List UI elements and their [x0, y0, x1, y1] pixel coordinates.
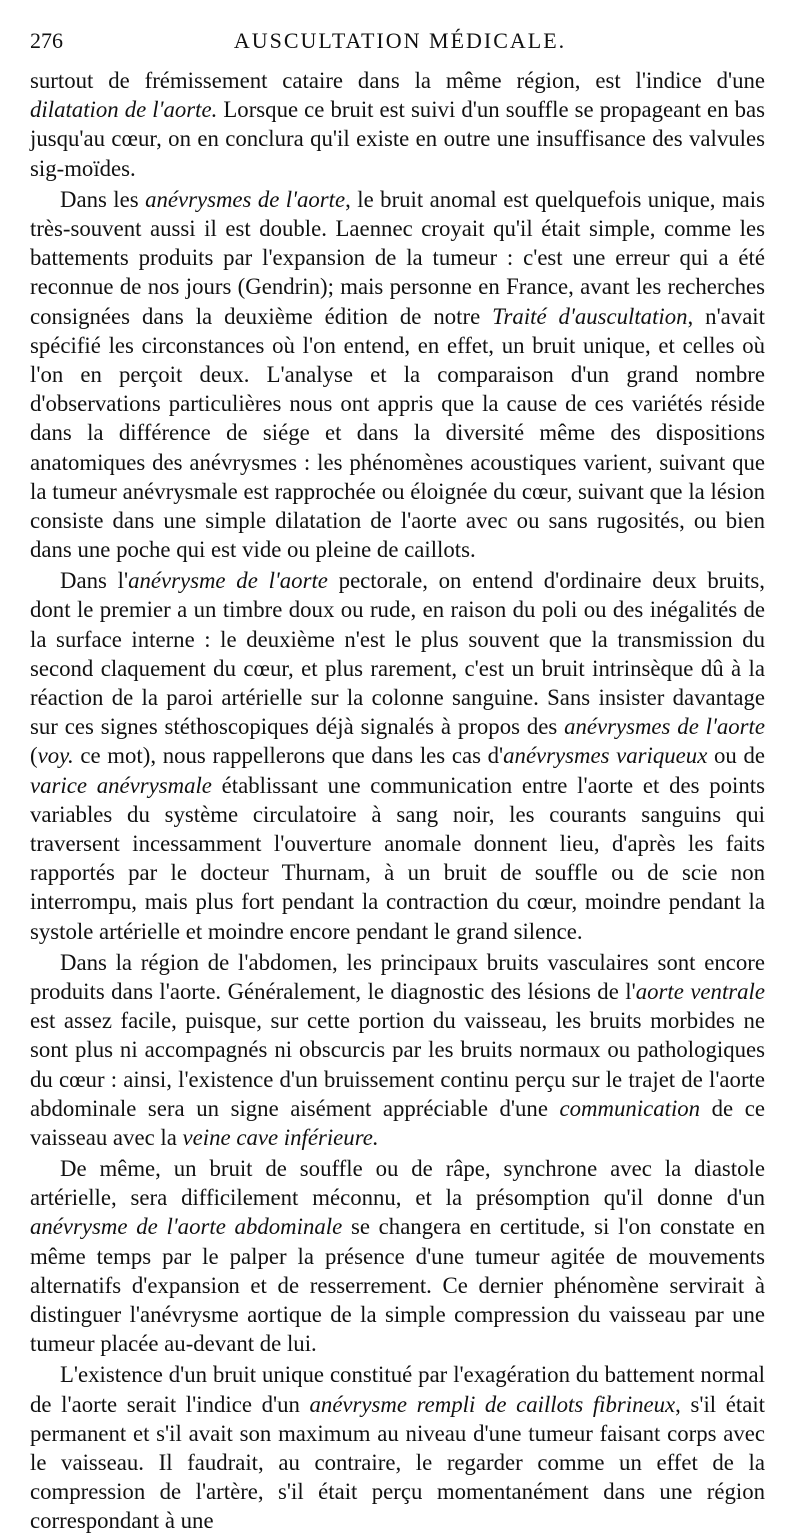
text-run: pectorale, on entend d'ordinaire deux bruits, dont le premier a un timbre doux ou rude, en raison du poli ou des inégalités de la surface interne : le deuxième n'est le plus souvent que la transmission du second claquement du cœur, et plus rarement, c'est un bruit intrinsèque dû à la réaction de la paroi artérielle sur la colonne sanguine. Sans insister davantage sur ces signes stéthoscopiques déjà signalés à propos des — [30, 568, 765, 740]
italic-text: aorte ventrale — [635, 978, 766, 1004]
text-run: Lorsque ce bruit est suivi d'un souffle se propageant en bas jusqu'au cœur, on en conclura qu'il existe en outre une insuffisance des valvules sig-moïdes. — [30, 97, 765, 181]
italic-text: anévrysme rempli de caillots fibrineux — [309, 1391, 676, 1417]
italic-text: dilatation de l'aorte. — [30, 97, 218, 123]
text-run: de ce vaisseau avec la — [30, 1095, 765, 1150]
running-title: AUSCULTATION MÉDICALE. — [233, 28, 567, 53]
text-run: est assez facile, puisque, sur cette portion du vaisseau, les bruits morbides ne sont plus ni accompagnés ni obscurcis par les bruits normaux ou pathologiques du cœur : ainsi, l'existence d'un bruissement continu perçu sur le trajet de l'aorte abdominale sera un signe aisément appréciable d'une — [30, 1008, 765, 1121]
italic-text: anévrysmes de l'aorte — [564, 714, 766, 740]
italic-text: communication — [559, 1095, 701, 1121]
text-run: , s'il était permanent et s'il avait son maximum au niveau d'une tumeur faisant corps avec le vaisseau. Il faudrait, au contraire, le regarder comme un effet de la compression de l'artère, s'il était perçu momentanément dans une région correspondant à une — [30, 1391, 766, 1534]
text-run: ou de — [707, 743, 765, 769]
page-number: 276 — [30, 28, 63, 53]
italic-text: anévrysmes variqueux — [503, 743, 708, 769]
italic-text: anévrysme de l'aorte — [128, 568, 328, 594]
text-run: ce mot), nous rappellerons que dans les cas d' — [73, 743, 504, 769]
text-run: , n'avait spécifié les circonstances où l'on entend, en effet, un bruit unique, et celles où l'on en perçoit deux. L'analyse et la comparaison d'un grand nombre d'observations particulières nous ont appris que la cause de ces variétés réside dans la différence de siége et dans la diversité même des dispositions anatomiques des anévrysmes : les phénomènes acoustiques varient, suivant que la tumeur anévrysmale est rapprochée ou éloignée du cœur, suivant que la lésion consiste dans une simple dilatation de l'aorte avec ou sans rugosités, ou bien dans une poche qui est vide ou pleine de caillots. — [30, 303, 765, 563]
italic-text: veine cave inférieure. — [182, 1124, 379, 1150]
paragraph — [30, 1154, 765, 1358]
italic-text: varice anévrysmale — [30, 772, 212, 798]
paragraph — [30, 948, 765, 1152]
text-run: Dans la région de l'abdomen, les principaux bruits vasculaires sont encore produits dans l'aorte. Généralement, le diagnostic des lésions de l' — [30, 949, 765, 1004]
body-text — [30, 66, 765, 1538]
text-run: L'existence d'un bruit unique constitué par l'exagération du battement normal de l'aorte serait l'indice d'un — [30, 1362, 765, 1417]
text-run: ( — [30, 743, 38, 769]
italic-text: voy. — [37, 743, 74, 769]
paragraph — [30, 1360, 765, 1535]
paragraph — [30, 66, 765, 183]
text-run: établissant une communication entre l'aorte et des points variables du système circulatoire à sang noir, les courants sanguins qui traversent incessamment l'ouverture anomale donnent lieu, d'après les faits rapportés par le docteur Thurnam, à un bruit de souffle ou de scie non interrompu, mais plus fort pendant la contraction du cœur, moindre pendant la systole artérielle et moindre encore pendant le grand silence. — [30, 772, 765, 944]
text-run: Dans l' — [60, 568, 129, 594]
text-run: Dans les — [60, 186, 146, 212]
italic-text: Traité d'auscultation — [492, 303, 688, 329]
paragraph — [30, 185, 765, 565]
text-run: se changera en certitude, si l'on constate en même temps par le palper la présence d'une tumeur agitée de mouvements alternatifs d'expansion et de resserrement. Ce dernier phénomène servirait à distinguer l'anévrysme aortique de la simple compression du vaisseau par une tumeur placée au-devant de lui. — [30, 1214, 765, 1357]
paragraph — [30, 566, 765, 946]
text-run: surtout de frémissement cataire dans la même région, est l'indice d'une — [30, 68, 765, 93]
italic-text: anévrysme de l'aorte abdominale — [30, 1214, 343, 1240]
text-run: De même, un bruit de souffle ou de râpe, synchrone avec la diastole artérielle, sera difficilement méconnu, et la présomption qu'il donne d'un — [30, 1156, 765, 1211]
text-run: , le bruit anomal est quelquefois unique, mais très-souvent aussi il est double. Laennec croyait qu'il était simple, comme les battements produits par l'expansion de la tumeur : c'est une erreur qui a été reconnue de nos jours (Gendrin); mais personne en France, avant les recherches consignées dans la deuxième édition de notre — [30, 186, 766, 329]
italic-text: anévrysmes de l'aorte — [145, 186, 346, 212]
page-header — [30, 28, 770, 62]
